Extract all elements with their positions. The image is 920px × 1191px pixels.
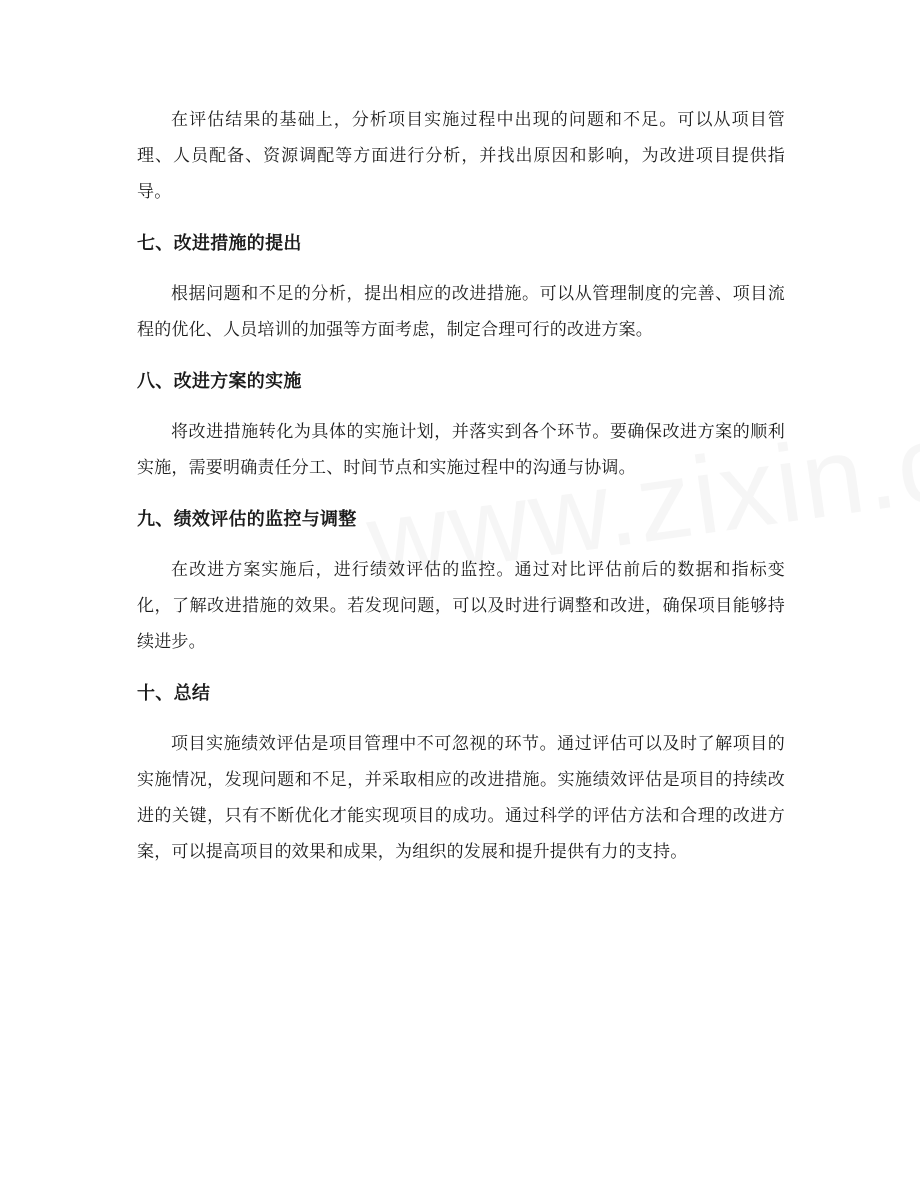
section-heading-8: 八、改进方案的实施 bbox=[137, 371, 302, 392]
section-body-8: 将改进措施转化为具体的实施计划，并落实到各个环节。要确保改进方案的顺利实施，需要明确责任分工、时间节点和实施过程中的沟通与协调。 bbox=[137, 422, 785, 478]
section-body-7: 根据问题和不足的分析，提出相应的改进措施。可以从管理制度的完善、项目流程的优化、人员培训的加强等方面考虑，制定合理可行的改进方案。 bbox=[137, 284, 785, 340]
intro-paragraph: 在评估结果的基础上，分析项目实施过程中出现的问题和不足。可以从项目管理、人员配备、资源调配等方面进行分析，并找出原因和影响，为改进项目提供指导。 bbox=[137, 110, 785, 202]
document-body bbox=[137, 102, 785, 870]
section-body-10: 项目实施绩效评估是项目管理中不可忽视的环节。通过评估可以及时了解项目的实施情况，发现问题和不足，并采取相应的改进措施。实施绩效评估是项目的持续改进的关键，只有不断优化才能实现项目的成功。通过科学的评估方法和合理的改进方案，可以提高项目的效果和成果，为组织的发展和提升提供有力的支持。 bbox=[137, 734, 785, 862]
section-heading-9: 九、绩效评估的监控与调整 bbox=[137, 509, 357, 530]
section-heading-10: 十、总结 bbox=[137, 683, 211, 704]
section-heading-7: 七、改进措施的提出 bbox=[137, 233, 302, 254]
section-body-9: 在改进方案实施后，进行绩效评估的监控。通过对比评估前后的数据和指标变化，了解改进措施的效果。若发现问题，可以及时进行调整和改进，确保项目能够持续进步。 bbox=[137, 560, 785, 652]
